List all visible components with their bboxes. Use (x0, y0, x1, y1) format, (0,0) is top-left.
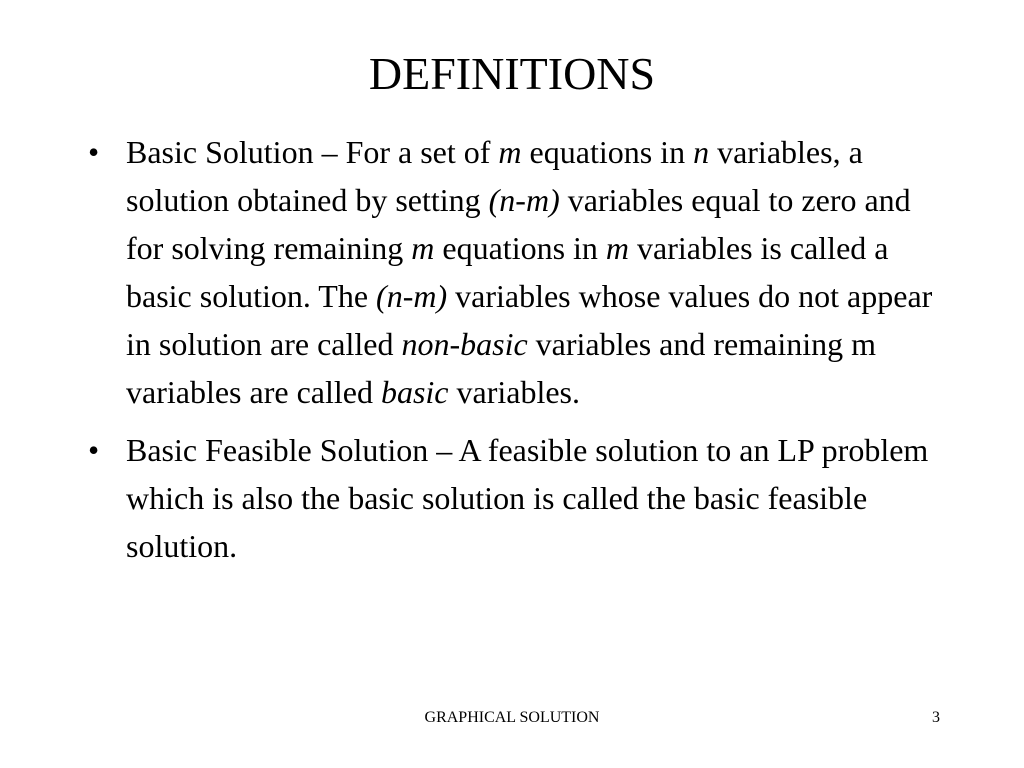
text-run: variables. (448, 374, 580, 410)
text-run: variables and remaining m variables are called (126, 326, 876, 410)
slide-number: 3 (932, 709, 940, 726)
italic-term: basic (380, 374, 449, 410)
bullet-marker: • (88, 134, 100, 170)
text-run: Basic Feasible Solution – A feasible solution to an LP problem which is also the basic solution is called the basic feasible solution. (126, 432, 929, 564)
italic-term: (n-m) (376, 278, 448, 314)
bullet-item-basic-solution (86, 128, 946, 416)
text-run: variables, a solution obtained by setting (126, 134, 863, 218)
text-run: Basic Solution – For a set of (126, 134, 499, 170)
italic-term: m (498, 134, 522, 170)
text-run: variables equal to zero and for solving remaining (126, 182, 911, 266)
italic-term: n (693, 134, 710, 170)
text-run: equations in (434, 230, 606, 266)
bullet-text (126, 134, 932, 410)
text-run: variables whose values do not appear in solution are called (126, 278, 933, 362)
italic-term: m (411, 230, 435, 266)
bullet-marker: • (88, 432, 100, 468)
bullet-item-basic-feasible-solution (86, 426, 946, 570)
bullet-text (126, 432, 928, 564)
slide-title: DEFINITIONS (368, 48, 656, 99)
italic-term: m (605, 230, 630, 266)
text-run: equations in (521, 134, 694, 170)
italic-term: non-basic (401, 326, 528, 362)
footer-title: GRAPHICAL SOLUTION (424, 709, 600, 726)
text-run: variables is called a basic solution. The (126, 230, 889, 314)
bullet-list (86, 128, 946, 580)
italic-term: (n-m) (488, 182, 560, 218)
